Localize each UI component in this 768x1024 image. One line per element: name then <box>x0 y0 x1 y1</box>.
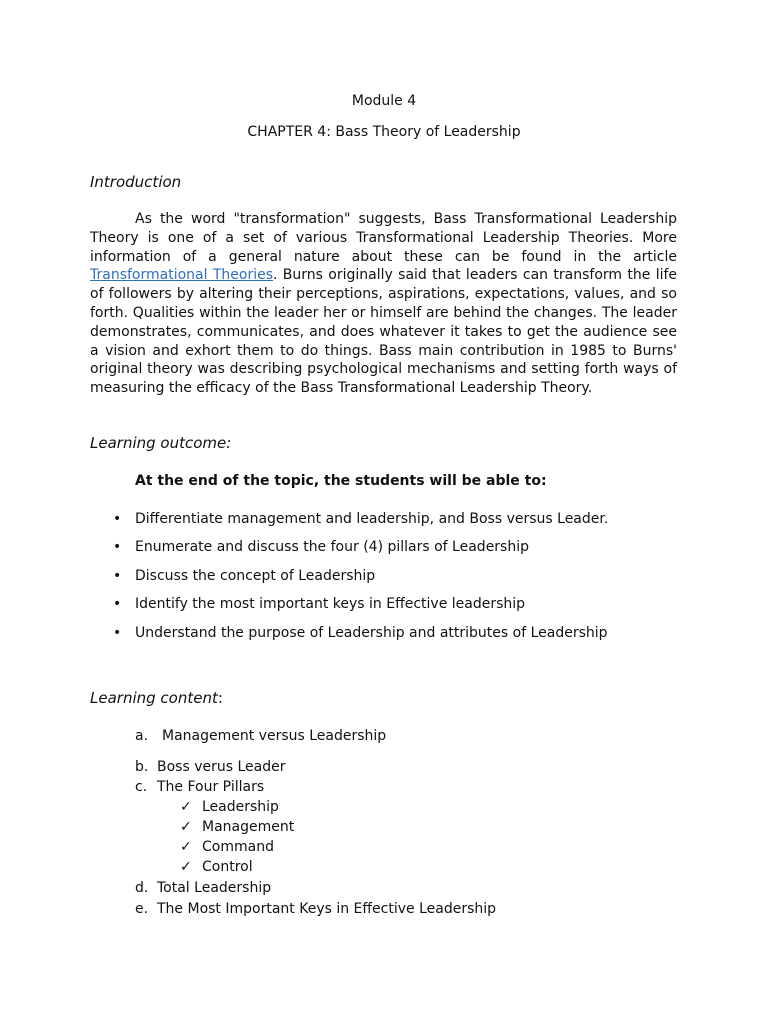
learning-outcome-subheading: At the end of the topic, the students will be able to: <box>135 473 547 489</box>
pillar-item: ✓ Control <box>180 859 253 875</box>
pillar-item: ✓ Management <box>180 819 295 835</box>
bullet-icon: • <box>113 596 122 612</box>
intro-text-before-link: As the word "transformation" suggests, Bass Transformational Leadership Theory is one of a set of various Transformational Leadership Theories. More information of a general nature about these can be found in the article <box>90 211 677 265</box>
module-title: Module 4 <box>351 93 417 109</box>
outcome-list-item: • Understand the purpose of Leadership and attributes of Leadership <box>113 625 608 641</box>
bullet-icon: • <box>113 539 122 555</box>
learning-outcome-heading: Learning outcome: <box>90 434 232 452</box>
content-list-item: d. Total Leadership <box>135 880 272 896</box>
outcome-list-item: • Differentiate management and leadership, and Boss versus Leader. <box>113 511 609 527</box>
content-list-item: e. The Most Important Keys in Effective Leadership <box>135 901 497 917</box>
pillar-item: ✓ Leadership <box>180 799 279 815</box>
checkmark-icon: ✓ <box>180 839 192 855</box>
chapter-title: CHAPTER 4: Bass Theory of Leadership <box>247 124 521 140</box>
introduction-paragraph <box>90 210 677 398</box>
pillar-item: ✓ Command <box>180 839 274 855</box>
outcome-list-item: • Discuss the concept of Leadership <box>113 568 376 584</box>
outcome-list-item: • Enumerate and discuss the four (4) pillars of Leadership <box>113 539 530 555</box>
bullet-icon: • <box>113 568 122 584</box>
bullet-icon: • <box>113 625 122 641</box>
introduction-heading: Introduction <box>90 173 182 191</box>
content-list-item: b. Boss verus Leader <box>135 759 286 775</box>
outcome-list-item: • Identify the most important keys in Effective leadership <box>113 596 526 612</box>
intro-text-after-link: . Burns originally said that leaders can transform the life of followers by altering their perceptions, aspirations, expectations, values, and so forth. Qualities within the leader her or himself are behind the changes. The leader demonstrates, communicates, and does whatever it takes to get the audience see a vision and exhort them to do things. Bass main contribution in 1985 to Burns' original theory was describing psychological mechanisms and setting forth ways of measuring the efficacy of the Bass Transformational Leadership Theory. <box>90 267 678 397</box>
content-list-item: a. Management versus Leadership <box>135 728 387 744</box>
checkmark-icon: ✓ <box>180 799 192 815</box>
learning-content-heading: Learning content: <box>90 689 223 707</box>
content-list-item: c. The Four Pillars <box>135 779 265 795</box>
checkmark-icon: ✓ <box>180 859 192 875</box>
bullet-icon: • <box>113 511 122 527</box>
transformational-theories-link[interactable]: Transformational Theories <box>90 267 274 284</box>
checkmark-icon: ✓ <box>180 819 192 835</box>
